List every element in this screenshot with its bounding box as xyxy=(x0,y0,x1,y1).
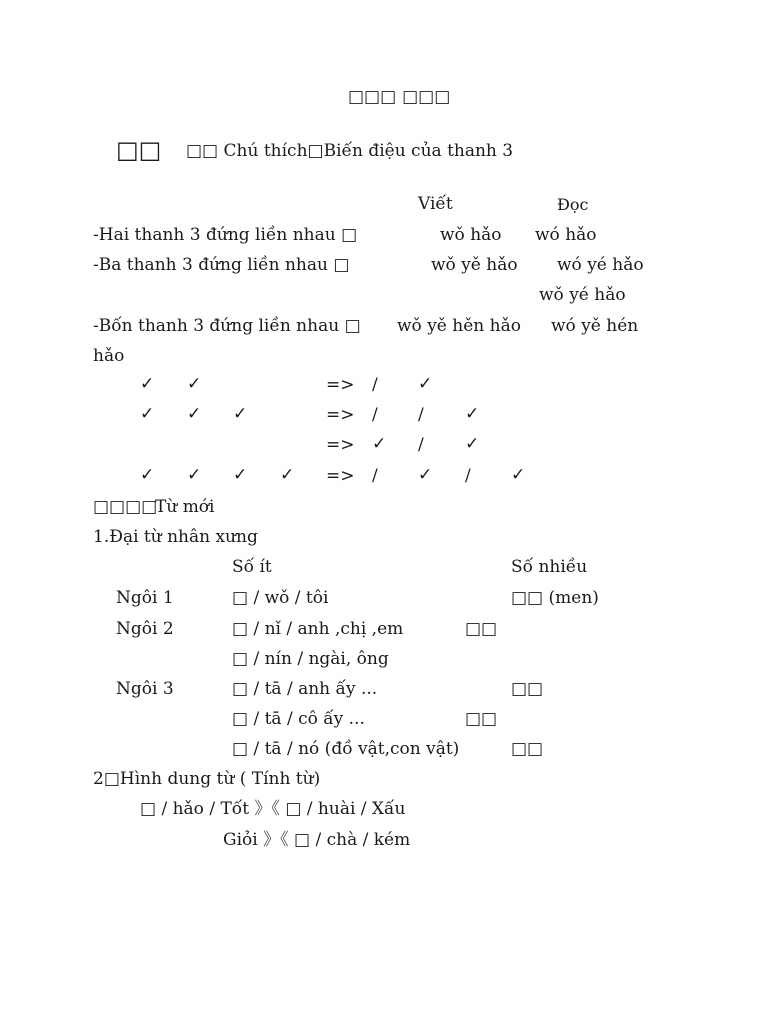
adjective-pair: Giỏi 》《 □ / chà / kém xyxy=(223,830,411,850)
arrow-mark: => xyxy=(326,435,355,455)
slash-mark: / xyxy=(372,405,378,425)
vocab-heading: Từ mới xyxy=(155,497,215,517)
pronoun-singular: □ / tā / nó (đồ vật,con vật) xyxy=(232,739,460,759)
tone-rule-write: wǒ hǎo xyxy=(440,225,502,245)
check-mark: ✓ xyxy=(187,374,202,394)
check-mark: ✓ xyxy=(418,465,433,485)
read-column-header: Đọc xyxy=(557,195,589,214)
check-mark: ✓ xyxy=(372,434,387,454)
tone-rule-label: -Hai thanh 3 đứng liền nhau □ xyxy=(93,225,358,245)
check-mark: ✓ xyxy=(280,465,295,485)
slash-mark: / xyxy=(372,375,378,395)
slash-mark: / xyxy=(372,466,378,486)
pronoun-person: Ngôi 1 xyxy=(116,588,174,608)
tone-rule-read: wó yé hǎo xyxy=(557,255,644,275)
pronoun-plural: □□ (men) xyxy=(511,588,599,608)
plural-column-header: Số nhiều xyxy=(511,557,588,577)
tone-rule-read: wó hǎo xyxy=(535,225,597,245)
document-title: □□□ □□□ xyxy=(348,87,451,107)
tone-rule-wrap: hǎo xyxy=(93,346,125,366)
singular-column-header: Số ít xyxy=(232,557,272,577)
arrow-mark: => xyxy=(326,375,355,395)
adjective-pair: □ / hǎo / Tốt 》《 □ / huài / Xấu xyxy=(140,799,406,819)
slash-mark: / xyxy=(418,405,424,425)
pronoun-singular: □ / wǒ / tôi xyxy=(232,588,329,608)
check-mark: ✓ xyxy=(187,465,202,485)
arrow-mark: => xyxy=(326,405,355,425)
tone-rule-label: -Ba thanh 3 đứng liền nhau □ xyxy=(93,255,350,275)
tone-rule-write: wǒ yě hǎo xyxy=(431,255,518,275)
pronoun-plural: □□ xyxy=(511,679,544,699)
tone-rule-write: wǒ yě hěn hǎo xyxy=(397,316,521,336)
check-mark: ✓ xyxy=(187,404,202,424)
check-mark: ✓ xyxy=(418,374,433,394)
tone-rule-read-alt: wǒ yé hǎo xyxy=(539,285,626,305)
note-heading: □□ Chú thích□Biến điệu của thanh 3 xyxy=(186,141,514,161)
write-column-header: Viết xyxy=(418,194,453,214)
check-mark: ✓ xyxy=(140,404,155,424)
pronouns-heading: 1.Đại từ nhân xưng xyxy=(93,527,258,547)
adjectives-heading: 2□Hình dung từ ( Tính từ) xyxy=(93,769,321,789)
check-mark: ✓ xyxy=(233,404,248,424)
check-mark: ✓ xyxy=(140,374,155,394)
slash-mark: / xyxy=(465,466,471,486)
check-mark: ✓ xyxy=(465,434,480,454)
pronoun-person: Ngôi 2 xyxy=(116,619,174,639)
slash-mark: / xyxy=(418,435,424,455)
arrow-mark: => xyxy=(326,466,355,486)
tone-rule-label: -Bốn thanh 3 đứng liền nhau □ xyxy=(93,316,361,336)
check-mark: ✓ xyxy=(465,404,480,424)
vocab-heading-prefix: □□□□ xyxy=(93,497,158,517)
pronoun-plural: □□ xyxy=(465,619,498,639)
pronoun-plural: □□ xyxy=(511,739,544,759)
pronoun-singular: □ / tā / anh ấy ... xyxy=(232,679,378,699)
pronoun-singular: □ / tā / cô ấy ... xyxy=(232,709,365,729)
check-mark: ✓ xyxy=(233,465,248,485)
check-mark: ✓ xyxy=(140,465,155,485)
check-mark: ✓ xyxy=(511,465,526,485)
pronoun-person: Ngôi 3 xyxy=(116,679,174,699)
pronoun-plural: □□ xyxy=(465,709,498,729)
lesson-mark: □□ xyxy=(116,136,162,164)
pronoun-singular: □ / nín / ngài, ông xyxy=(232,649,389,669)
pronoun-singular: □ / nǐ / anh ,chị ,em xyxy=(232,619,404,639)
tone-rule-read: wó yě hén xyxy=(551,316,639,336)
